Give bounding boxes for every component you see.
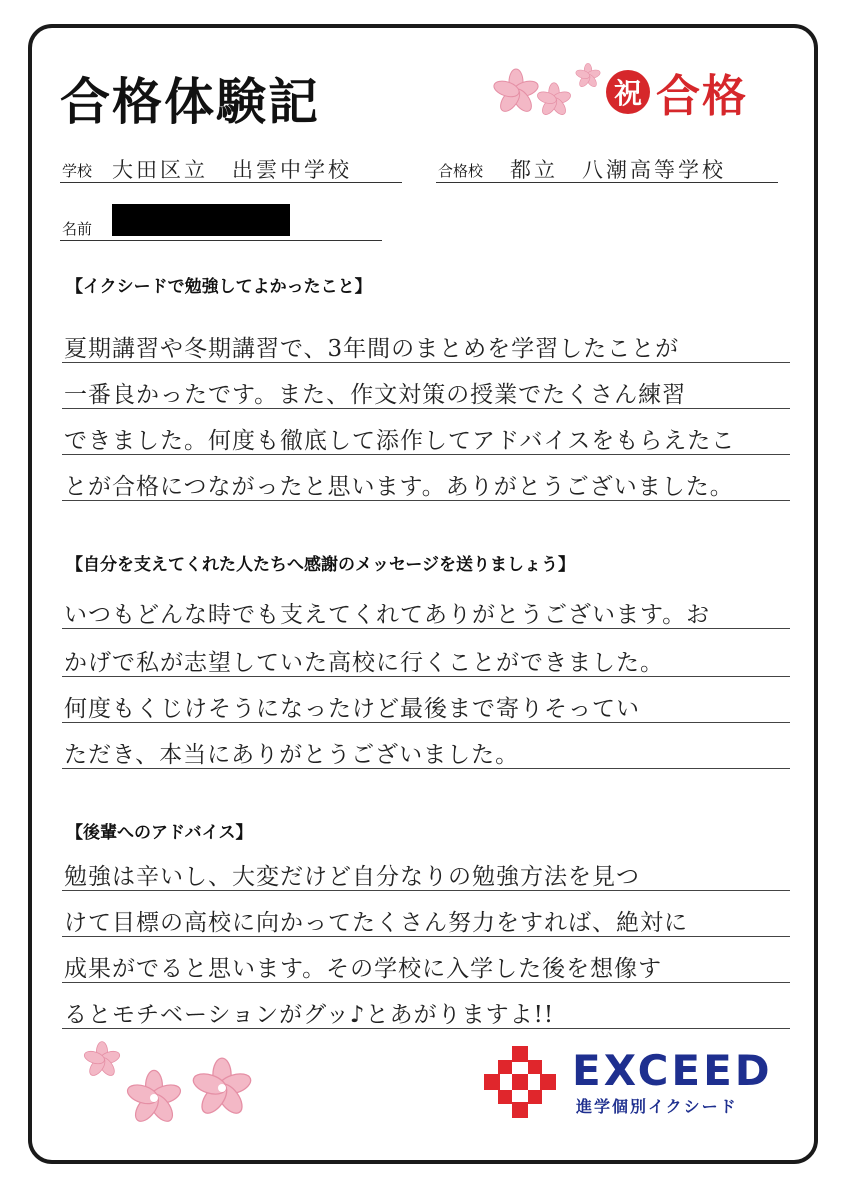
ruled-line: [62, 362, 790, 363]
answer-line: かげで私が志望していた高校に行くことができました。: [64, 650, 664, 676]
celebration-mark: 祝: [606, 70, 650, 114]
redacted-name: [112, 204, 290, 236]
answer-line: けて目標の高校に向かってたくさん努力をすれば、絶対に: [64, 910, 688, 936]
answer-line: 成果がでると思います。その学校に入学した後を想像す: [64, 956, 663, 982]
answer-line: ただき、本当にありがとうございました。: [64, 742, 520, 768]
answer-line: 夏期講習や冬期講習で、3年間のまとめを学習したことが: [64, 336, 680, 362]
answer-line: 一番良かったです。また、作文対策の授業でたくさん練習: [64, 382, 687, 408]
school-underline: [60, 182, 402, 183]
passed-school-label: 合格校: [438, 162, 484, 180]
ruled-line: [62, 936, 790, 937]
document-frame: [28, 24, 818, 1164]
passed-school-underline: [436, 182, 778, 183]
passed-school-value: 都立 八潮高等学校: [510, 158, 726, 182]
section-heading-advice: 【後輩へのアドバイス】: [66, 823, 253, 843]
school-value: 大田区立 出雲中学校: [112, 158, 352, 182]
exceed-logo-word: EXCEED: [572, 1046, 773, 1095]
ruled-line: [62, 890, 790, 891]
section-heading-thanks: 【自分を支えてくれた人たちへ感謝のメッセージを送りましょう】: [66, 555, 575, 575]
exceed-logo-mark-icon: [484, 1046, 556, 1118]
ruled-line: [62, 982, 790, 983]
ruled-line: [62, 722, 790, 723]
answer-line: できました。何度も徹底して添作してアドバイスをもらえたこ: [64, 428, 736, 454]
ruled-line: [62, 1028, 790, 1029]
ruled-line: [62, 454, 790, 455]
sakura-blossoms-icon: [72, 1036, 272, 1136]
answer-line: いつもどんな時でも支えてくれてありがとうございます。お: [64, 602, 711, 628]
ruled-line: [62, 628, 790, 629]
ruled-line: [62, 768, 790, 769]
section-heading-good-points: 【イクシードで勉強してよかったこと】: [66, 277, 372, 297]
answer-line: 何度もくじけそうになったけど最後まで寄りそってい: [64, 696, 640, 722]
page-title: 合格体験記: [60, 73, 320, 131]
answer-line: るとモチベーションがグッ♪とあがりますよ!!: [64, 1002, 555, 1028]
ruled-line: [62, 500, 790, 501]
answer-line: 勉強は辛いし、大変だけど自分なりの勉強方法を見つ: [64, 864, 640, 890]
ruled-line: [62, 408, 790, 409]
name-underline: [60, 240, 382, 241]
school-label: 学校: [62, 162, 93, 180]
sakura-blossom-icon: [488, 62, 608, 122]
ruled-line: [62, 676, 790, 677]
congrats-badge: [606, 60, 748, 124]
answer-line: とが合格につながったと思います。ありがとうございました。: [64, 474, 734, 500]
name-label: 名前: [62, 220, 93, 238]
exceed-logo-subtitle: 進学個別イクシード: [576, 1097, 738, 1116]
badge-text: 合格: [656, 71, 748, 122]
